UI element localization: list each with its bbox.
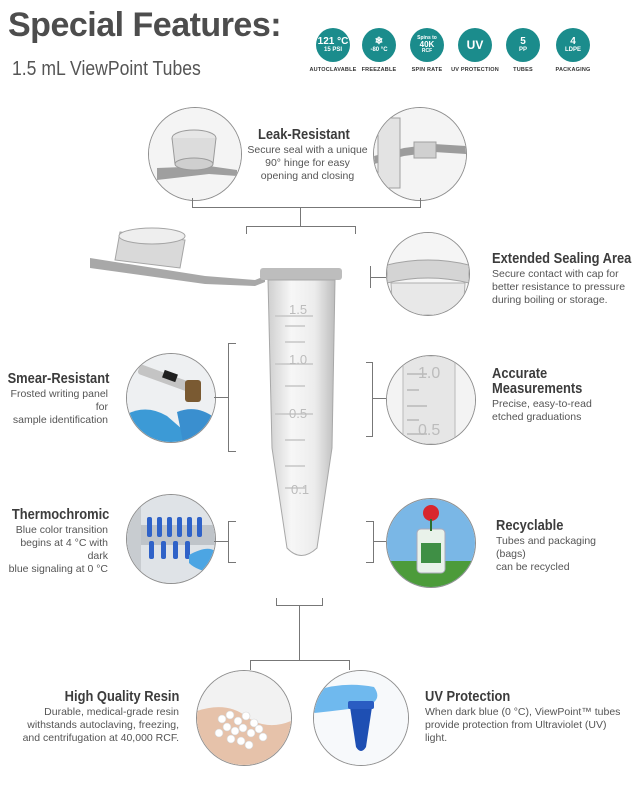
uv-protection-icon [458, 28, 492, 62]
recycle-desc-line: Tubes and packaging (bags) [496, 535, 597, 560]
leak-resistant-image-left [148, 107, 242, 201]
connector-line [250, 660, 350, 661]
tubes-recycle-icon-glyph: 5 [520, 36, 526, 47]
smear-resistant-title: Smear-Resistant [7, 370, 109, 387]
connector-line [228, 562, 236, 563]
connector-line [370, 277, 386, 278]
sealing-desc-line: Secure contact with cap for [492, 268, 619, 280]
resin-desc-line: withstands autoclaving, freezing, [27, 719, 179, 731]
thermochromic-desc [0, 524, 108, 576]
spin-rate-icon-glyph: RCF [421, 48, 433, 54]
smear-desc-line: sample identification [12, 414, 108, 426]
smear-resistant-image [126, 353, 216, 443]
uv-protection-image [313, 670, 409, 766]
leak-resistant-desc [245, 144, 370, 183]
resin-pellets-image [196, 670, 292, 766]
packaging-recycle-caption: PACKAGING [555, 67, 591, 73]
thermochromic-title: Thermochromic [11, 506, 109, 523]
sealing-area-image [386, 232, 470, 316]
thermo-desc-line: begins at 4 °C with dark [20, 537, 108, 562]
uv-desc-line: When dark blue (0 °C), ViewPoint™ tubes [425, 706, 621, 718]
leak-desc-line: opening and closing [260, 170, 355, 182]
spin-rate-icon-glyph: 40K [419, 40, 435, 49]
leak-resistant-image-right [373, 107, 467, 201]
spin-rate-caption: SPIN RATE [411, 67, 443, 73]
recyclable-title: Recyclable [496, 517, 564, 534]
connector-line [228, 521, 236, 522]
connector-line [192, 207, 421, 208]
uv-protection-icon-glyph: UV [466, 38, 484, 52]
leak-desc-line: 90° hinge for easy [265, 157, 350, 169]
sealing-desc-line: better resistance to pressure [492, 281, 626, 293]
uv-desc-line: provide protection from Ultraviolet (UV) [425, 719, 607, 731]
connector-line [214, 541, 229, 542]
freezable-icon [362, 28, 396, 62]
connector-line [228, 343, 236, 344]
sealing-desc-line: during boiling or storage. [492, 294, 608, 306]
connector-line [349, 660, 350, 670]
resin-desc-line: and centrifugation at 40,000 RCF. [22, 732, 179, 744]
resin-title: High Quality Resin [64, 688, 179, 705]
packaging-recycle-icon [556, 28, 590, 62]
page-subtitle: 1.5 mL ViewPoint Tubes [12, 58, 201, 80]
freezable-caption: FREEZABLE [361, 67, 397, 73]
freezable-icon-glyph: -80 °C [370, 47, 388, 53]
connector-line [366, 521, 374, 522]
recyclable-desc [496, 535, 626, 574]
thermochromic-image [126, 494, 216, 584]
tube-graduation-label: 1.0 [289, 352, 308, 367]
connector-line [366, 562, 374, 563]
tubes-recycle-caption: TUBES [513, 67, 533, 73]
uv-protection-title: UV Protection [425, 688, 511, 705]
connector-line [373, 521, 374, 563]
tubes-recycle-icon [506, 28, 540, 62]
smear-desc-line: Frosted writing panel for [10, 388, 108, 413]
connector-line [366, 436, 373, 437]
autoclavable-icon-glyph: 15 PSI [323, 47, 342, 53]
tube-graduation-label: 0.5 [289, 406, 308, 421]
accurate-graduation-label: 0.5 [418, 422, 441, 439]
tubes-recycle-icon-glyph: PP [518, 47, 527, 53]
connector-line [299, 605, 300, 660]
accurate-measurements-title [492, 366, 582, 396]
sealing-area-desc [492, 268, 632, 307]
connector-line [228, 451, 236, 452]
page-title: Special Features: [8, 6, 282, 44]
spin-rate-icon [410, 28, 444, 62]
leak-resistant-title: Leak-Resistant [258, 126, 350, 143]
connector-line [228, 521, 229, 563]
freezable-icon-glyph: ❄ [374, 36, 384, 47]
thermo-desc-line: Blue color transition [15, 524, 108, 536]
recycle-desc-line: can be recycled [496, 561, 570, 573]
autoclavable-caption: AUTOCLAVABLE [309, 67, 357, 73]
connector-line [250, 660, 251, 670]
autoclavable-icon-glyph: 121 °C [317, 36, 349, 47]
connector-line [373, 541, 386, 542]
accurate-desc-line: Precise, easy-to-read [492, 398, 592, 410]
accurate-title-line: Accurate [492, 365, 548, 382]
recyclable-image [386, 498, 476, 588]
packaging-recycle-icon-glyph: LDPE [564, 47, 581, 53]
resin-desc-line: Durable, medical-grade resin [44, 706, 179, 718]
smear-resistant-desc [0, 388, 108, 427]
connector-line [372, 362, 373, 437]
connector-line [214, 397, 229, 398]
connector-line [372, 398, 386, 399]
uv-desc-line: light. [425, 732, 448, 744]
autoclavable-icon [316, 28, 350, 62]
uv-protection-caption: UV PROTECTION [451, 67, 499, 73]
spin-rate-icon-glyph: Spins to [417, 35, 437, 41]
tube-graduation-label: 0.1 [291, 482, 310, 497]
connector-line [366, 362, 373, 363]
accurate-graduation-label: 1.0 [418, 365, 441, 382]
tube-graduation-label: 1.5 [289, 302, 308, 317]
resin-desc [0, 706, 179, 745]
packaging-recycle-icon-glyph: 4 [570, 36, 576, 47]
thermo-desc-line: blue signaling at 0 °C [8, 563, 108, 575]
leak-desc-line: Secure seal with a unique [247, 144, 368, 156]
accurate-desc-line: etched graduations [492, 411, 582, 423]
accurate-title-line: Measurements [492, 380, 583, 397]
uv-protection-desc [425, 706, 630, 745]
sealing-area-title: Extended Sealing Area [492, 250, 632, 267]
accurate-measurements-desc [492, 398, 622, 424]
